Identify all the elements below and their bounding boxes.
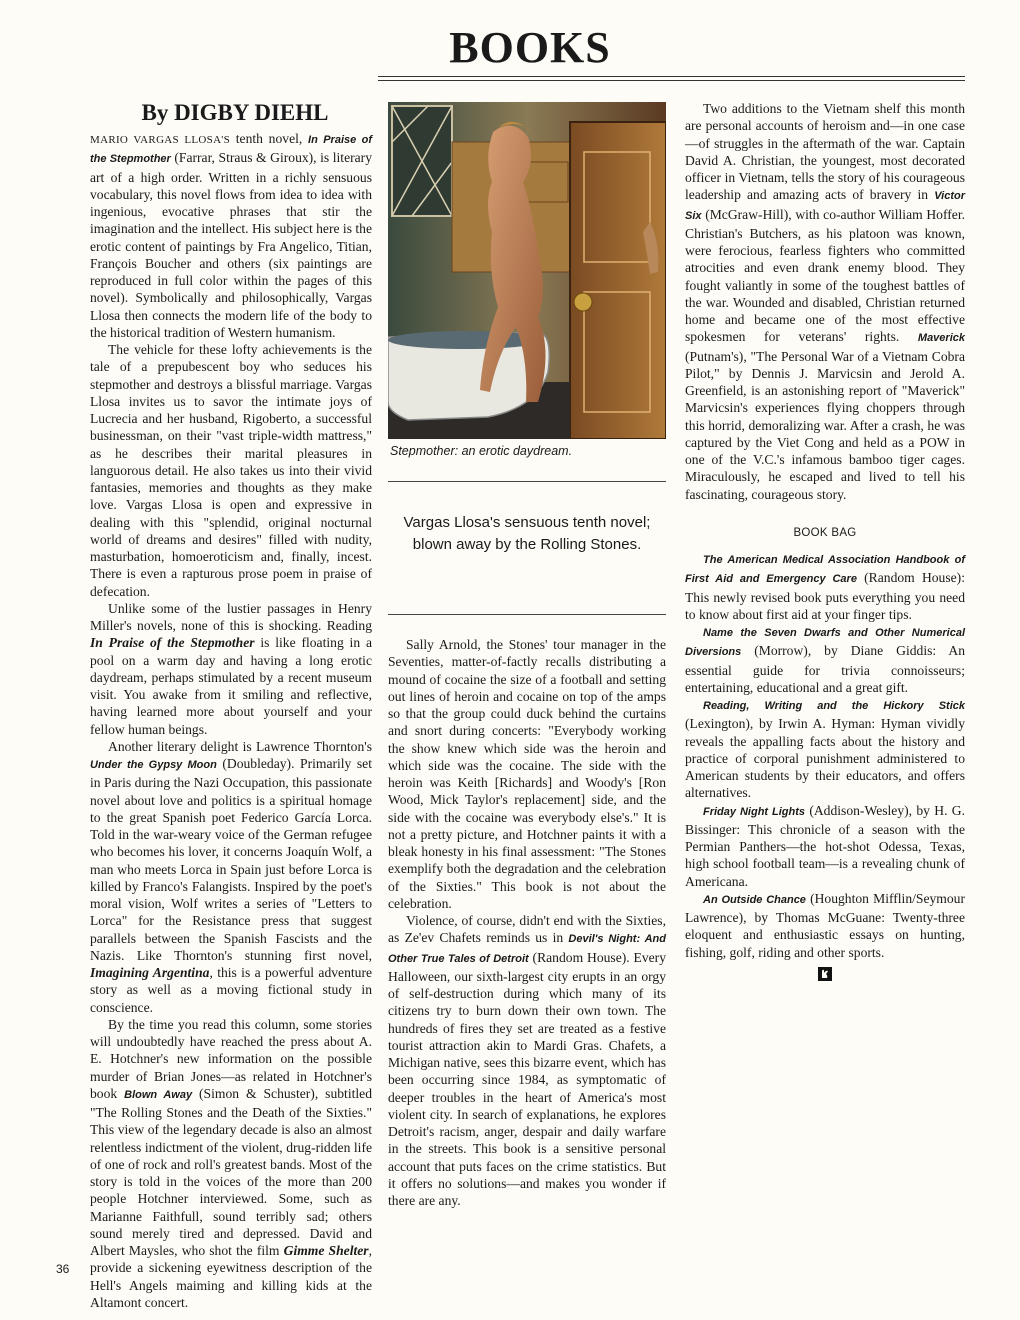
end-mark-rabbit-icon	[818, 967, 832, 981]
article-paragraph: Another literary delight is Lawrence Thornton's Under the Gypsy Moon (Doubleday). Primarily set in Paris during the Nazi Occupation, this passionate novel about love and politics is a spiritual homage to the great Spanish poet Federico García Lorca. Told in the war-weary voice of the German refugee who becomes his lover, it concerns Joaquín Wolf, a man who meets Lorca in Spain just before Lorca is killed by Franco's Falangists. Inspired by the poet's moral vision, Wolf writes a series of "Letters to Lorca" for the Resistance press that suggest parallels between the Spanish Fascists and the Nazis. Like Thornton's stunning first novel, Imagining Argentina, this is a powerful adventure story as well as a moving fictional study in conscience.	[90, 738, 372, 1015]
page-number: 36	[56, 1262, 70, 1276]
pullquote-rule-bottom	[388, 614, 666, 615]
book-bag-heading: BOOK BAG	[793, 526, 857, 539]
article-paragraph: Two additions to the Vietnam shelf this month are personal accounts of heroism and—in one case—of struggles in the aftermath of the war. Captain David A. Christian, the youngest, most decorated officer in Vietnam, tells the story of his courageous leadership and amazing acts of bravery in Victor Six (McGraw-Hill), with co-author William Hoffer. Christian's Butchers, as his platoon was known, were ferocious, fearless fighters who committed atrocities and even drank enemy blood. They fought valiantly in some of the toughest battles of the war. Wounded and disabled, Christian returned home and became one of the most effective spokesmen for veterans' rights. Maverick (Putnam's), "The Personal War of a Vietnam Cobra Pilot," by Dennis J. Marvicsin and Jerold A. Greenfield, is an astonishing report of "Maverick" Marvicsin's experiences flying choppers through this horrid, demoralizing war. After a crash, he was captured by the Viet Cong and held as a POW in one of the V.C.'s infamous bamboo tiger cages. Miraculously, he escaped and lived to tell his fascinating, courageous story.	[685, 101, 965, 502]
illustration-caption: Stepmother: an erotic daydream.	[390, 444, 573, 458]
header-rule-bottom	[378, 80, 965, 81]
section-title: BOOKS	[449, 23, 611, 72]
book-bag-item: The American Medical Association Handbook of First Aid and Emergency Care (Random House): This newly revised book puts everything you need to know about first aid at your finger tips.	[685, 554, 965, 622]
book-bag-item: Reading, Writing and the Hickory Stick (Lexington), by Irwin A. Hyman: Hyman vividly reveals the appalling facts about the history and practice of corporal punishment administered to American students by their educators, and offers alternatives.	[685, 700, 965, 801]
book-title: In Praise of the Stepmother	[90, 635, 255, 651]
article-paragraph: Sally Arnold, the Stones' tour manager in the Seventies, matter-of-factly recalls distributing a mound of cocaine the size of a football and setting out lines of heroin and cocaine on top of the amps so that the group could duck behind the curtains and snort during concerts: "Everybody working the show knew which side was the heroin and which side was the cocaine. The side with the heroin was Keith [Richards] and Woody's [Ron Wood, Mick Taylor's replacement] side, and the side with the cocaine was everybody else's." It is not a pretty picture, and Hotchner paints it with a bleak honesty in his final assessment: "The Stones exemplify both the degradation and the celebration of the Sixties." This book is not about the celebration.	[388, 637, 666, 911]
article-paragraph: MARIO VARGAS LLOSA'S tenth novel, In Praise of the Stepmother (Farrar, Straus & Giroux), is literary art of a high order. Written in a richly sensuous vocabulary, this novel flows from idea to idea with ingenious, evocative phrases that stir the imagination and the intellect. His subject here is the erotic content of paintings by Fra Angelico, Titian, François Boucher and others (six paintings are reproduced in full color within the pages of this novel). Symbolically and philosophically, Vargas Llosa then connects the modern life of the body to the historical tradition of Western humanism.	[90, 131, 373, 340]
illustration-art	[388, 102, 666, 439]
book-title: Maverick	[917, 332, 965, 345]
book-title: Blown Away	[124, 1088, 193, 1101]
article-paragraph: Violence, of course, didn't end with the Sixties, as Ze'ev Chafets reminds us in Devil's Night: And Other True Tales of Detroit (Random House). Every Halloween, our sixth-largest city erupts in an orgy of self-destruction during which many of its citizens try to burn down their own town. The hundreds of fires they set are treated as a festive tourist attraction akin to Mardi Gras. Chafets, a Michigan native, sees this bizarre event, which has been occurring since 1984, as symptomatic of deeper troubles in the heart of America's most violent city. In search of explanations, he explores Detroit's racism, anger, despair and daily warfare in the streets. This book is a sensitive personal account that puts faces on the crime statistics. But it offers no solutions—and makes you wonder if there are any.	[388, 913, 667, 1208]
pull-quote: Vargas Llosa's sensuous tenth novel; blown away by the Rolling Stones.	[403, 514, 651, 553]
book-bag-item: Name the Seven Dwarfs and Other Numerical Diversions (Morrow), by Diane Giddis: An essential guide for trivia connoisseurs; entertaining, educational and a great gift.	[685, 627, 965, 695]
book-bag-item: Friday Night Lights (Addison-Wesley), by H. G. Bissinger: This chronicle of a season with the Permian Panthers—the hot-shot Odessa, Texas, high school football team—is a revealing chunk of Americana.	[685, 802, 965, 889]
book-title: Devil's Night: And Other True Tales of Detroit	[388, 933, 666, 965]
article-column-1	[90, 130, 372, 1311]
book-title: Gimme Shelter	[283, 1243, 369, 1258]
book-title: Victor Six	[685, 190, 965, 222]
article-paragraph: Unlike some of the lustier passages in Henry Miller's novels, none of this is shocking. Reading In Praise of the Stepmother is like floating in a pool on a warm day and having a long erotic daydream, perhaps stimulated by a recent museum visit. You awake from it smiling and reflective, having learned more about yourself and your fellow human beings.	[90, 600, 372, 737]
book-title: Imagining Argentina	[90, 965, 210, 980]
byline: By DIGBY DIEHL	[141, 100, 329, 125]
header-rule-top	[378, 76, 965, 77]
illustration-stepmother	[388, 102, 666, 439]
article-column-2	[388, 636, 666, 1209]
article-column-3	[685, 100, 965, 981]
article-paragraph-continued: By the time you read this column, some stories will undoubtedly have reached the press about A. E. Hotchner's new information on the possible murder of Brian Jones—as related in Hotchner's book Blown Away (Simon & Schuster), subtitled "The Rolling Stones and the Death of the Sixties." This view of the legendary decade is also an almost relentless indictment of the violent, drug-ridden life of one of rock and roll's greatest bands. Most of the story is told in the voices of the more than 200 people Hotchner interviewed. Some, such as Marianne Faithfull, sound terribly sad; others sound merely tired and depressed. David and Albert Maysles, who shot the film Gimme Shelter, provide a sickening eyewitness description of the Hell's Angels maiming and killing kids at the Altamont concert.	[90, 1016, 372, 1310]
book-title: In Praise of the Stepmother	[90, 134, 373, 166]
pullquote-rule-top	[388, 481, 666, 482]
book-bag-item: An Outside Chance (Houghton Mifflin/Seymour Lawrence), by Thomas McGuane: Twenty-three eloquent and enthusiastic essays on hunting, fishing, golf, riding and other sports.	[685, 890, 965, 960]
book-title: Under the Gypsy Moon	[90, 759, 217, 771]
article-paragraph: The vehicle for these lofty achievements is the tale of a prepubescent boy who seduces his stepmother and destroys a blissful marriage. Vargas Llosa invites us to savor the intimate joys of Lucrecia and her husband, Rigoberto, a successful businessman, on their "vast triple-width mattress," as he describes their marital pleasures in languorous detail. He also takes us into their vivid fantasies, memories and thoughts as they make love. Vargas Llosa is open and expressive in dealing with this "splendid, original nocturnal world of dreams and desires" filled with nudity, masturbation, homoeroticism and, finally, incest. There is even a rapturous prose poem in praise of defecation.	[90, 342, 372, 599]
